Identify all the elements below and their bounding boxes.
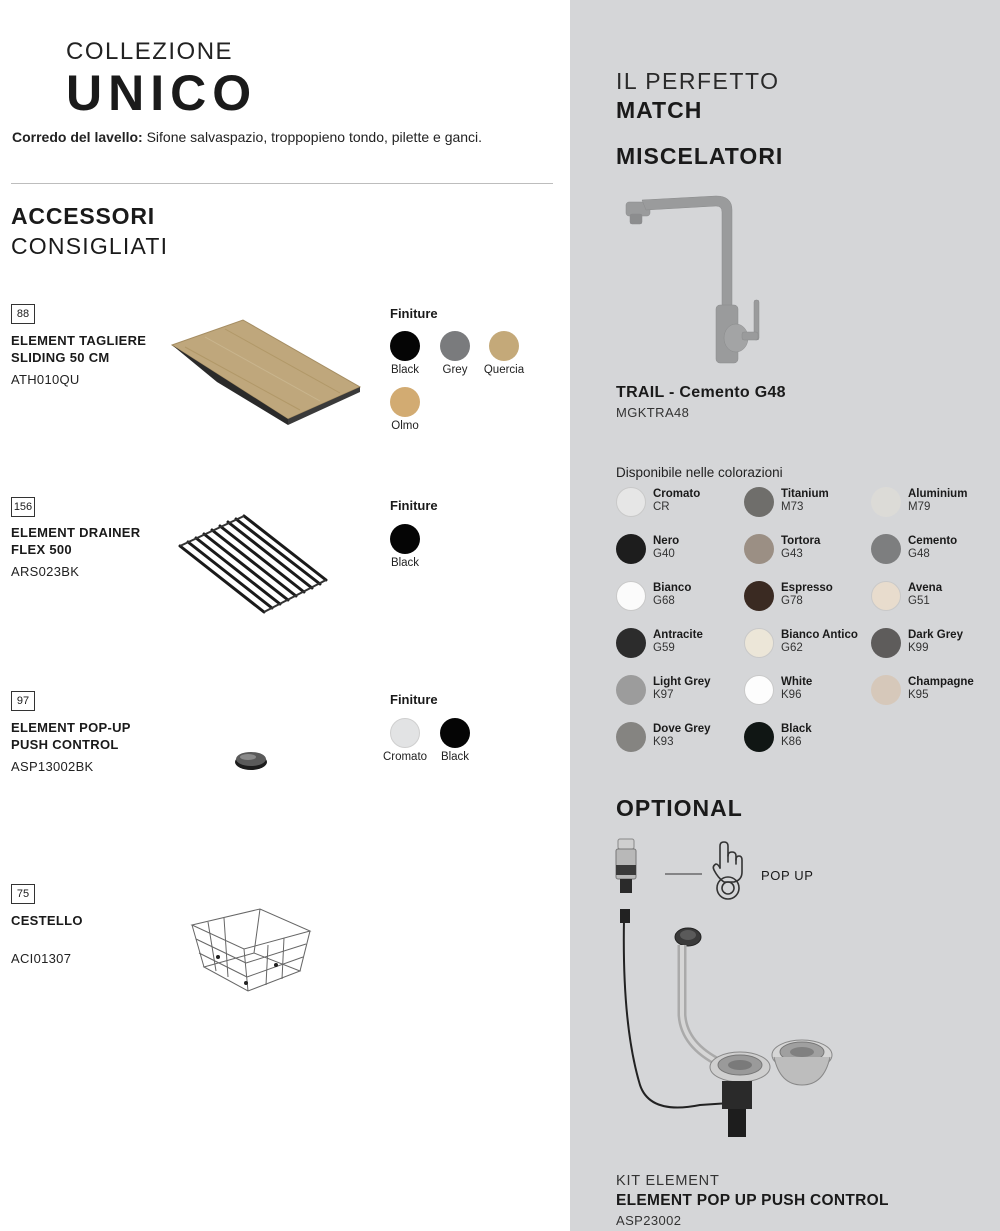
drain-kit-image bbox=[610, 905, 840, 1145]
finish-swatch-cromato[interactable] bbox=[390, 718, 420, 748]
color-option[interactable] bbox=[744, 534, 872, 570]
color-swatch bbox=[616, 534, 646, 564]
accessories-subtitle: CONSIGLIATI bbox=[11, 233, 169, 259]
color-code: G59 bbox=[653, 642, 675, 654]
color-option[interactable] bbox=[616, 581, 744, 617]
product-code: ACI01307 bbox=[11, 951, 72, 966]
mixers-title: MISCELATORI bbox=[616, 143, 784, 169]
finish-label: Cromato bbox=[382, 751, 428, 763]
color-option[interactable] bbox=[616, 675, 744, 711]
color-swatch bbox=[744, 581, 774, 611]
color-option[interactable] bbox=[871, 628, 999, 664]
color-name: Cromato bbox=[653, 488, 701, 500]
available-colors-label: Disponibile nelle colorazioni bbox=[616, 465, 783, 480]
product-number: 156 bbox=[11, 497, 35, 517]
divider bbox=[11, 183, 553, 184]
color-code: G68 bbox=[653, 595, 675, 607]
color-name: Aluminium bbox=[908, 488, 968, 500]
product-code: ASP13002BK bbox=[11, 759, 94, 774]
color-swatch bbox=[744, 487, 774, 517]
finish-swatch-black[interactable] bbox=[390, 331, 420, 361]
push-hand-icon bbox=[708, 838, 748, 902]
color-swatch bbox=[744, 534, 774, 564]
match-column bbox=[570, 0, 1000, 1231]
color-name: Tortora bbox=[781, 535, 821, 547]
color-option[interactable] bbox=[871, 675, 999, 711]
color-option[interactable] bbox=[871, 487, 999, 523]
finish-swatch-grey[interactable] bbox=[440, 331, 470, 361]
color-option[interactable] bbox=[616, 628, 744, 664]
kit-code: ASP23002 bbox=[616, 1213, 682, 1228]
color-option[interactable] bbox=[616, 722, 744, 758]
finish-swatch-olmo[interactable] bbox=[390, 387, 420, 417]
color-code: G78 bbox=[781, 595, 803, 607]
product-code: ATH010QU bbox=[11, 372, 80, 387]
color-code: K86 bbox=[781, 736, 802, 748]
product-name: ELEMENT DRAINER FLEX 500 bbox=[11, 525, 141, 557]
color-swatch bbox=[616, 487, 646, 517]
color-swatch bbox=[616, 628, 646, 658]
finish-label: Black bbox=[390, 364, 420, 376]
color-name: Antracite bbox=[653, 629, 703, 641]
product-number: 97 bbox=[11, 691, 35, 711]
color-swatch bbox=[871, 534, 901, 564]
finishes-title: Finiture bbox=[390, 306, 438, 321]
color-name: Dove Grey bbox=[653, 723, 711, 735]
finish-label: Quercia bbox=[483, 364, 525, 376]
optional-title: OPTIONAL bbox=[616, 795, 743, 821]
kit-prefix: KIT ELEMENT bbox=[616, 1173, 720, 1189]
mixer-code: MGKTRA48 bbox=[616, 405, 690, 420]
color-option[interactable] bbox=[744, 675, 872, 711]
color-name: White bbox=[781, 676, 813, 688]
color-code: K99 bbox=[908, 642, 929, 654]
color-swatch bbox=[871, 581, 901, 611]
accessories-title: ACCESSORI bbox=[11, 203, 155, 229]
color-option[interactable] bbox=[616, 534, 744, 570]
product-name: CESTELLO bbox=[11, 913, 83, 928]
color-option[interactable] bbox=[744, 487, 872, 523]
color-swatch bbox=[744, 722, 774, 752]
color-name: Dark Grey bbox=[908, 629, 963, 641]
color-code: G48 bbox=[908, 548, 930, 560]
product-name: ELEMENT POP-UP PUSH CONTROL bbox=[11, 720, 131, 752]
color-name: Nero bbox=[653, 535, 680, 547]
sink-equipment-text: Sifone salvaspazio, troppopieno tondo, pilette e ganci. bbox=[142, 129, 483, 145]
drainer-image bbox=[172, 512, 332, 617]
finishes-title: Finiture bbox=[390, 692, 438, 707]
color-swatch bbox=[744, 675, 774, 705]
color-swatch bbox=[871, 675, 901, 705]
color-option[interactable] bbox=[616, 487, 744, 523]
collection-name: UNICO bbox=[66, 65, 258, 121]
color-code: G43 bbox=[781, 548, 803, 560]
color-name: Black bbox=[781, 723, 812, 735]
cutting-board-image bbox=[165, 315, 365, 430]
product-name: ELEMENT TAGLIERE SLIDING 50 CM bbox=[11, 333, 147, 365]
sink-equipment-note bbox=[12, 129, 482, 145]
color-code: K97 bbox=[653, 689, 674, 701]
popup-button-image bbox=[232, 747, 272, 773]
color-option[interactable] bbox=[744, 628, 872, 664]
kit-name: ELEMENT POP UP PUSH CONTROL bbox=[616, 1192, 889, 1209]
color-swatch bbox=[871, 487, 901, 517]
color-code: G62 bbox=[781, 642, 803, 654]
color-swatch bbox=[616, 675, 646, 705]
product-number: 75 bbox=[11, 884, 35, 904]
color-name: Light Grey bbox=[653, 676, 711, 688]
color-name: Bianco Antico bbox=[781, 629, 858, 641]
color-name: Avena bbox=[908, 582, 943, 594]
color-code: M79 bbox=[908, 501, 931, 513]
color-name: Espresso bbox=[781, 582, 833, 594]
finish-label: Olmo bbox=[391, 420, 419, 432]
faucet-image bbox=[620, 190, 770, 365]
product-code: ARS023BK bbox=[11, 564, 80, 579]
finish-label: Black bbox=[390, 557, 420, 569]
match-prefix: IL PERFETTO bbox=[616, 68, 780, 94]
color-code: G40 bbox=[653, 548, 675, 560]
finishes-title: Finiture bbox=[390, 498, 438, 513]
color-name: Champagne bbox=[908, 676, 974, 688]
color-name: Bianco bbox=[653, 582, 692, 594]
sink-equipment-label: Corredo del lavello: bbox=[12, 129, 143, 145]
match-title: MATCH bbox=[616, 97, 703, 123]
color-swatch bbox=[616, 722, 646, 752]
color-option[interactable] bbox=[744, 722, 872, 758]
finish-label: Black bbox=[440, 751, 470, 763]
color-option[interactable] bbox=[744, 581, 872, 617]
product-number: 88 bbox=[11, 304, 35, 324]
mixer-name: TRAIL - Cemento G48 bbox=[616, 384, 786, 401]
color-name: Titanium bbox=[781, 488, 829, 500]
popup-label: POP UP bbox=[761, 868, 814, 883]
color-swatch bbox=[871, 628, 901, 658]
color-code: K96 bbox=[781, 689, 802, 701]
finish-label: Grey bbox=[442, 364, 468, 376]
collection-prefix: COLLEZIONE bbox=[66, 38, 234, 65]
color-name: Cemento bbox=[908, 535, 958, 547]
color-option[interactable] bbox=[871, 581, 999, 617]
color-code: M73 bbox=[781, 501, 804, 513]
color-code: K95 bbox=[908, 689, 929, 701]
color-swatch bbox=[616, 581, 646, 611]
color-code: G51 bbox=[908, 595, 930, 607]
color-code: K93 bbox=[653, 736, 674, 748]
basket-image bbox=[188, 905, 316, 997]
color-option[interactable] bbox=[871, 534, 999, 570]
color-swatch bbox=[744, 628, 774, 658]
finish-swatch-quercia[interactable] bbox=[489, 331, 519, 361]
finish-swatch-black[interactable] bbox=[390, 524, 420, 554]
color-code: CR bbox=[653, 501, 670, 513]
finish-swatch-black[interactable] bbox=[440, 718, 470, 748]
